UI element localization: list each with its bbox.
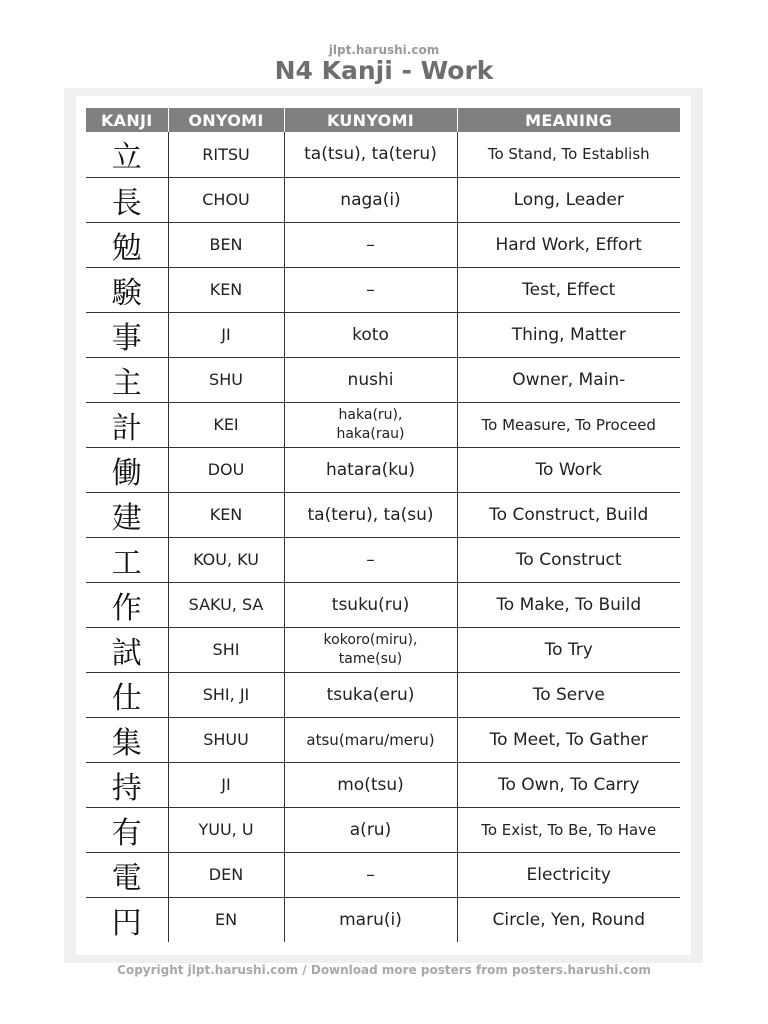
kanji-cell: 主 (86, 357, 168, 402)
table-row (86, 717, 680, 762)
meaning-cell: Owner, Main- (457, 357, 680, 402)
table-row (86, 402, 680, 447)
onyomi-cell: SHI, JI (168, 672, 284, 717)
onyomi-cell: CHOU (168, 177, 284, 222)
meaning-cell: To Measure, To Proceed (457, 402, 680, 447)
kanji-cell: 建 (86, 492, 168, 537)
kanji-cell: 仕 (86, 672, 168, 717)
kanji-cell: 計 (86, 402, 168, 447)
table-header-row (86, 108, 680, 132)
onyomi-cell: BEN (168, 222, 284, 267)
kanji-cell: 長 (86, 177, 168, 222)
kunyomi-cell: ta(tsu), ta(teru) (284, 132, 457, 177)
onyomi-cell: YUU, U (168, 807, 284, 852)
table-row (86, 132, 680, 177)
kunyomi-cell: atsu(maru/meru) (284, 717, 457, 762)
kanji-cell: 円 (86, 897, 168, 942)
meaning-cell: Circle, Yen, Round (492, 909, 645, 930)
meaning-cell: Test, Effect (457, 267, 680, 312)
page-title: N4 Kanji - Work (274, 56, 494, 85)
kunyomi-cell: maru(i) (284, 897, 457, 942)
kunyomi-cell: – (284, 222, 457, 267)
kanji-cell: 集 (86, 717, 168, 762)
onyomi-cell: DEN (168, 852, 284, 897)
table-row (86, 177, 680, 222)
kunyomi-cell: koto (284, 312, 457, 357)
table-row (86, 537, 680, 582)
table-row (86, 357, 680, 402)
meaning-cell: Thing, Matter (457, 312, 680, 357)
column-header-meaning: MEANING (457, 108, 680, 132)
kunyomi-cell: tsuku(ru) (284, 582, 457, 627)
onyomi-cell: KEI (168, 402, 284, 447)
kanji-cell: 試 (86, 627, 168, 672)
meaning-cell: Electricity (457, 852, 680, 897)
kunyomi-cell: – (284, 267, 457, 312)
kanji-cell: 有 (86, 807, 168, 852)
kanji-cell: 働 (86, 447, 168, 492)
kanji-cell: 験 (86, 267, 168, 312)
table-row (86, 897, 680, 942)
kunyomi-cell: kokoro(miru), tame(su) (284, 627, 457, 672)
kanji-cell: 勉 (86, 222, 168, 267)
column-header-onyomi: ONYOMI (168, 108, 284, 132)
meaning-cell: To Exist, To Be, To Have (457, 807, 680, 852)
meaning-cell: To Own, To Carry (457, 762, 680, 807)
table-row (86, 312, 680, 357)
kunyomi-cell: – (284, 537, 457, 582)
table-row (86, 222, 680, 267)
kunyomi-cell: – (284, 852, 457, 897)
kunyomi-cell: a(ru) (284, 807, 457, 852)
column-header-kunyomi: KUNYOMI (284, 108, 457, 132)
onyomi-cell: SHU (168, 357, 284, 402)
table-row (86, 492, 680, 537)
onyomi-cell: SHUU (168, 717, 284, 762)
meaning-cell: To Make, To Build (457, 582, 680, 627)
kunyomi-cell: haka(ru), haka(rau) (284, 402, 457, 447)
meaning-cell: To Construct, Build (457, 492, 680, 537)
meaning-cell: To Work (457, 447, 680, 492)
meaning-cell: To Serve (457, 672, 680, 717)
onyomi-cell: JI (168, 762, 284, 807)
kanji-cell: 立 (86, 132, 168, 177)
kanji-cell: 持 (86, 762, 168, 807)
kanji-table (86, 108, 680, 942)
kunyomi-cell: ta(teru), ta(su) (284, 492, 457, 537)
kanji-cell: 事 (86, 312, 168, 357)
table-row (86, 762, 680, 807)
meaning-cell: To Meet, To Gather (457, 717, 680, 762)
column-header-kanji: KANJI (86, 108, 168, 132)
onyomi-cell: KEN (168, 267, 284, 312)
kunyomi-cell: mo(tsu) (284, 762, 457, 807)
onyomi-cell: RITSU (168, 132, 284, 177)
site-url: jlpt.harushi.com (328, 43, 440, 57)
table-row (86, 852, 680, 897)
table-row (86, 582, 680, 627)
kunyomi-cell: nushi (284, 357, 457, 402)
meaning-cell: To Construct (457, 537, 680, 582)
kunyomi-cell: naga(i) (284, 177, 457, 222)
onyomi-cell: JI (168, 312, 284, 357)
meaning-cell: Long, Leader (457, 177, 680, 222)
kanji-cell: 工 (86, 537, 168, 582)
onyomi-cell: DOU (168, 447, 284, 492)
meaning-cell: To Stand, To Establish (457, 132, 680, 177)
kanji-cell: 電 (86, 852, 168, 897)
table-row (86, 267, 680, 312)
table-body (86, 132, 680, 942)
table-row (86, 627, 680, 672)
onyomi-cell: KEN (168, 492, 284, 537)
kunyomi-cell: tsuka(eru) (284, 672, 457, 717)
onyomi-cell: SHI (168, 627, 284, 672)
table-row (86, 447, 680, 492)
kanji-cell: 作 (86, 582, 168, 627)
table-row (86, 672, 680, 717)
onyomi-cell: KOU, KU (168, 537, 284, 582)
meaning-cell: To Try (457, 627, 680, 672)
meaning-cell: Hard Work, Effort (457, 222, 680, 267)
kunyomi-cell: hatara(ku) (284, 447, 457, 492)
onyomi-cell: EN (168, 897, 284, 942)
onyomi-cell: SAKU, SA (168, 582, 284, 627)
copyright-footer: Copyright jlpt.harushi.com / Download more posters from posters.harushi.com (117, 963, 651, 977)
table-row (86, 807, 680, 852)
